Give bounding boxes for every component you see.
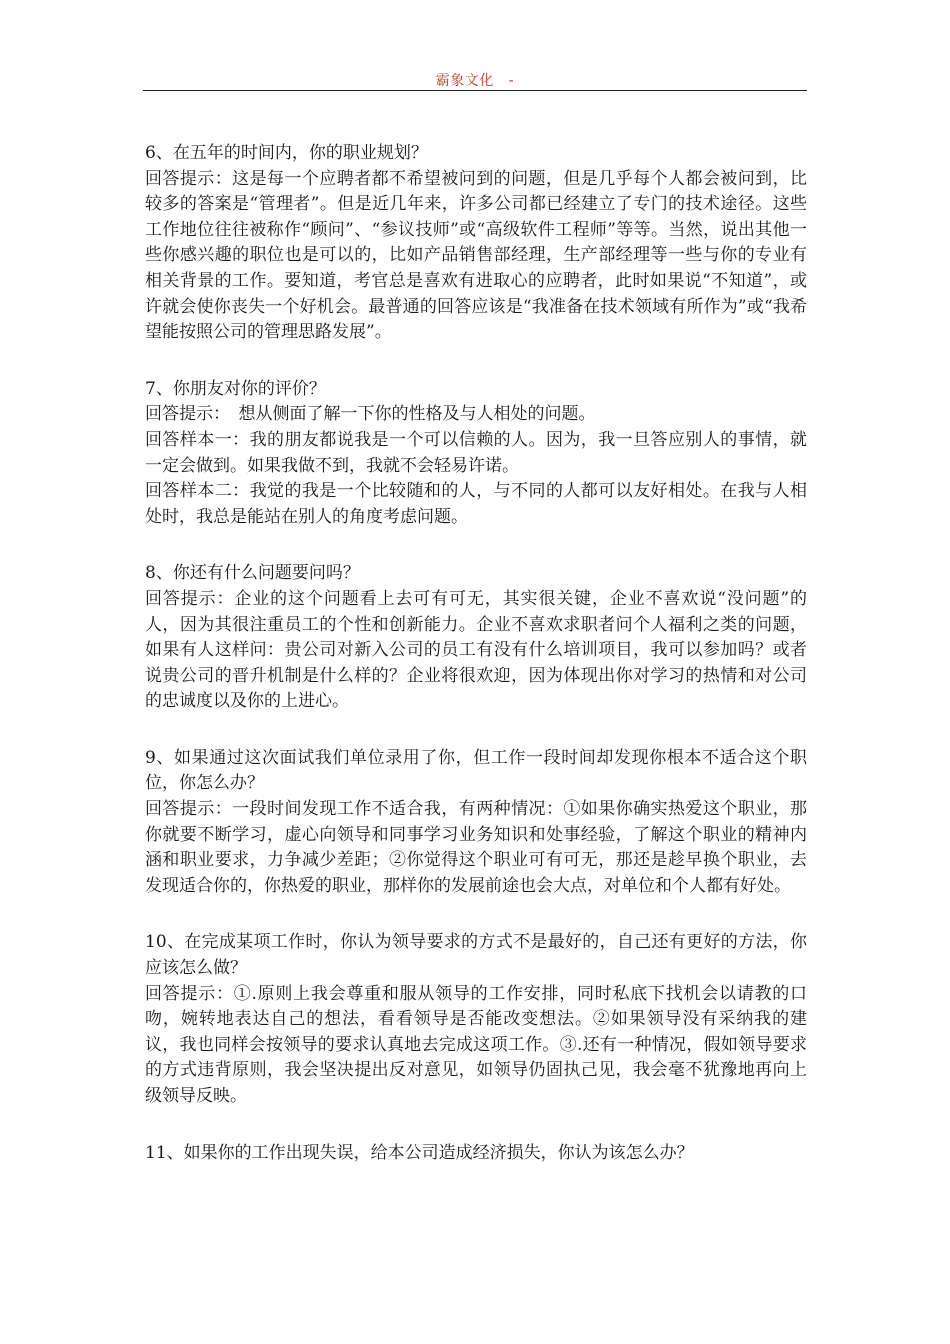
question-10: 10、在完成某项工作时，你认为领导要求的方式不是最好的，自己还有更好的方法，你应该怎么做？ xyxy=(145,932,807,979)
qa-section-11 xyxy=(145,1141,807,1167)
qa-section-9 xyxy=(145,746,807,900)
header-divider xyxy=(143,90,807,91)
answer-sample-1: 回答样本一：我的朋友都说我是一个可以信赖的人。因为，我一旦答应别人的事情，就一定会做到。如果我做不到，我就不会轻易许诺。 xyxy=(145,429,807,476)
header-brand: 霸象文化 xyxy=(435,73,494,89)
question-8: 8、你还有什么问题要问吗？ xyxy=(145,563,360,584)
answer-sample-2: 回答样本二：我觉的我是一个比较随和的人，与不同的人都可以友好相处。在我与人相处时，我总是能站在别人的角度考虑问题。 xyxy=(145,481,807,527)
answer-hint: 回答提示：①.原则上我会尊重和服从领导的工作安排，同时私底下找机会以请教的口吻，婉转地表达自己的想法，看看领导是否能改变想法。②如果领导没有采纳我的建议，我也同样会按领导的要求认真地去完成这项工作。③.还有一种情况，假如领导要求的方式违背原则，我会坚决提出反对意见，如领导仍固执己见，我会毫不犹豫地再向上级领导反映。 xyxy=(145,983,807,1106)
answer-hint: 回答提示：这是每一个应聘者都不希望被问到的问题，但是几乎每个人都会被问到，比较多的答案是“管理者”。但是近几年来，许多公司都已经建立了专门的技术途径。这些工作地位往往被称作“顾问”、“参议技师”或“高级软件工程师”等等。当然，说出其他一些你感兴趣的职位也是可以的，比如产品销售部经理，生产部经理等一些与你的专业有相关背景的工作。要知道，考官总是喜欢有进取心的应聘者，此时如果说“不知道”，或许就会使你丧失一个好机会。最普通的回答应该是“我准备在技术领域有所作为”或“我希望能按照公司的管理思路发展”。 xyxy=(145,168,807,343)
qa-section-10 xyxy=(145,930,807,1109)
answer-hint: 回答提示：一段时间发现工作不适合我，有两种情况：①如果你确实热爱这个职业，那你就要不断学习，虚心向领导和同事学习业务知识和处事经验，了解这个职业的精神内涵和职业要求，力争减少差距；②你觉得这个职业可有可无，那还是趁早换个职业，去发现适合你的，你热爱的职业，那样你的发展前途也会大点，对单位和个人都有好处。 xyxy=(145,799,807,896)
answer-hint: 回答提示： 想从侧面了解一下你的性格及与人相处的问题。 xyxy=(145,404,596,425)
qa-section-6 xyxy=(145,141,807,346)
document-body xyxy=(145,141,807,1197)
question-9: 9、如果通过这次面试我们单位录用了你，但工作一段时间却发现你根本不适合这个职位，你怎么办？ xyxy=(145,747,807,794)
answer-hint: 回答提示：企业的这个问题看上去可有可无，其实很关键，企业不喜欢说“没问题”的人，因为其很注重员工的个性和创新能力。企业不喜欢求职者问个人福利之类的问题，如果有人这样问：贵公司对新入公司的员工有没有什么培训项目，我可以参加吗？或者说贵公司的晋升机制是什么样的？企业将很欢迎，因为体现出你对学习的热情和对公司的忠诚度以及你的上进心。 xyxy=(145,588,807,712)
page-header xyxy=(143,70,807,90)
qa-section-7 xyxy=(145,377,807,531)
question-6: 6、在五年的时间内，你的职业规划？ xyxy=(145,143,428,163)
qa-section-8 xyxy=(145,561,807,715)
question-11: 11、如果你的工作出现失误，给本公司造成经济损失，你认为该怎么办？ xyxy=(145,1142,694,1163)
question-7: 7、你朋友对你的评价？ xyxy=(145,378,326,399)
header-suffix: - xyxy=(508,73,515,89)
